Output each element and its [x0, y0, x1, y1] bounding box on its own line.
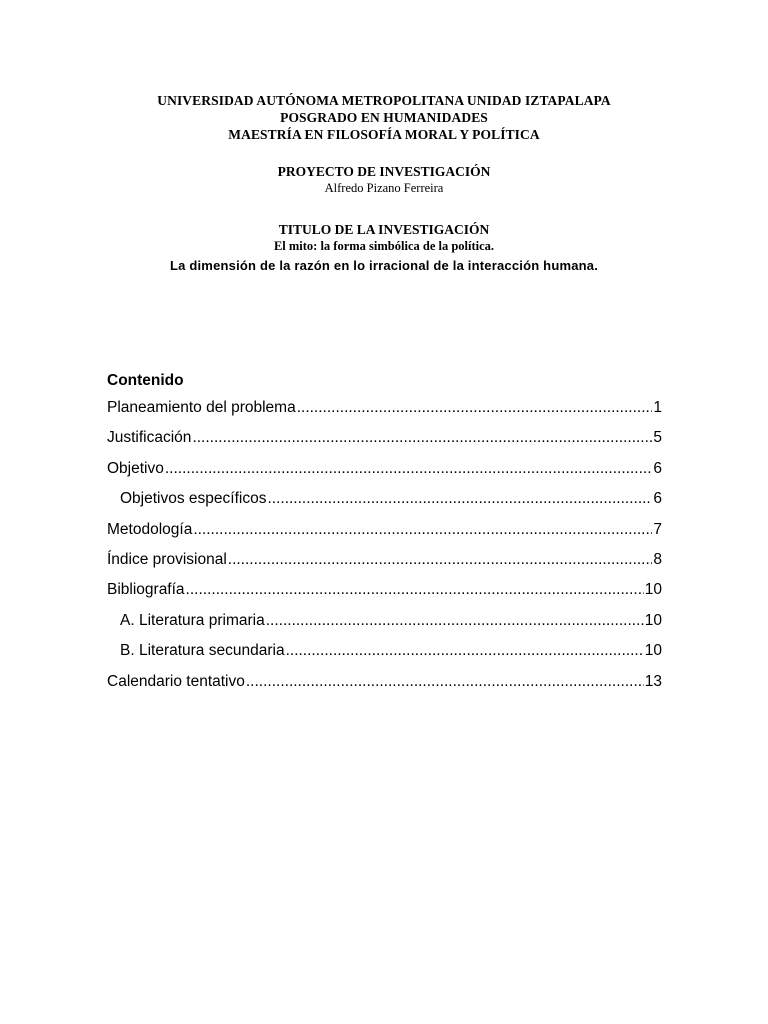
toc-entry[interactable]	[107, 578, 662, 608]
institution-line: MAESTRÍA EN FILOSOFÍA MORAL Y POLÍTICA	[228, 127, 540, 142]
project-label: PROYECTO DE INVESTIGACIÓN	[277, 164, 491, 179]
toc-entry[interactable]	[107, 670, 662, 700]
toc-entry-title: A. Literatura primaria	[120, 611, 265, 629]
toc-entry-title: Justificación	[107, 429, 192, 447]
toc-entry-title: Índice provisional	[107, 550, 227, 568]
toc-dot-leader	[266, 609, 644, 633]
toc-entry-page: 7	[653, 520, 662, 538]
toc-entry-page: 5	[653, 429, 662, 447]
toc-entry[interactable]	[107, 518, 662, 548]
toc-entry-page: 8	[653, 550, 662, 568]
toc-entry-title: Calendario tentativo	[107, 672, 245, 690]
toc-entry[interactable]	[107, 426, 662, 456]
institution-line: UNIVERSIDAD AUTÓNOMA METROPOLITANA UNIDAD IZTAPALAPA	[157, 93, 611, 108]
research-block	[0, 221, 768, 274]
toc-entry-page: 6	[653, 459, 662, 477]
toc-dot-leader	[286, 639, 644, 663]
toc-dot-leader	[297, 396, 653, 420]
toc-dot-leader	[165, 457, 653, 481]
table-of-contents	[107, 370, 662, 700]
toc-entry-page: 10	[644, 581, 662, 599]
toc-entry-title: Objetivos específicos	[120, 490, 267, 508]
toc-entry-title: Metodología	[107, 520, 193, 538]
toc-entry-page: 10	[644, 642, 662, 660]
toc-entry[interactable]	[107, 396, 662, 426]
research-subtitle: La dimensión de la razón en lo irracional de la interacción humana.	[169, 258, 599, 273]
institution-block	[0, 92, 768, 143]
toc-dot-leader	[246, 670, 644, 694]
research-label: TITULO DE LA INVESTIGACIÓN	[278, 222, 490, 237]
author-name: Alfredo Pizano Ferreira	[324, 181, 444, 195]
toc-entry-page: 13	[644, 672, 662, 690]
toc-entry[interactable]	[107, 548, 662, 578]
research-title: El mito: la forma simbólica de la política.	[273, 239, 495, 253]
toc-dot-leader	[228, 548, 653, 572]
toc-entry-title: Objetivo	[107, 459, 164, 477]
toc-dot-leader	[186, 578, 644, 602]
toc-entry[interactable]	[107, 487, 662, 517]
toc-entry[interactable]	[107, 457, 662, 487]
toc-entry[interactable]	[107, 639, 662, 669]
toc-entry-page: 10	[644, 611, 662, 629]
toc-entry-title: Bibliografía	[107, 581, 185, 599]
toc-entry-page: 1	[653, 399, 662, 416]
toc-dot-leader	[193, 518, 652, 542]
toc-entry-title: B. Literatura secundaria	[120, 642, 285, 660]
toc-dot-leader	[192, 426, 652, 450]
toc-heading: Contenido	[107, 372, 184, 389]
institution-line: POSGRADO EN HUMANIDADES	[280, 110, 488, 125]
toc-entry-page: 6	[653, 490, 662, 508]
toc-entry[interactable]	[107, 609, 662, 639]
project-block	[0, 163, 768, 197]
toc-entry-title: Planeamiento del problema	[107, 399, 296, 416]
toc-dot-leader	[267, 487, 652, 511]
